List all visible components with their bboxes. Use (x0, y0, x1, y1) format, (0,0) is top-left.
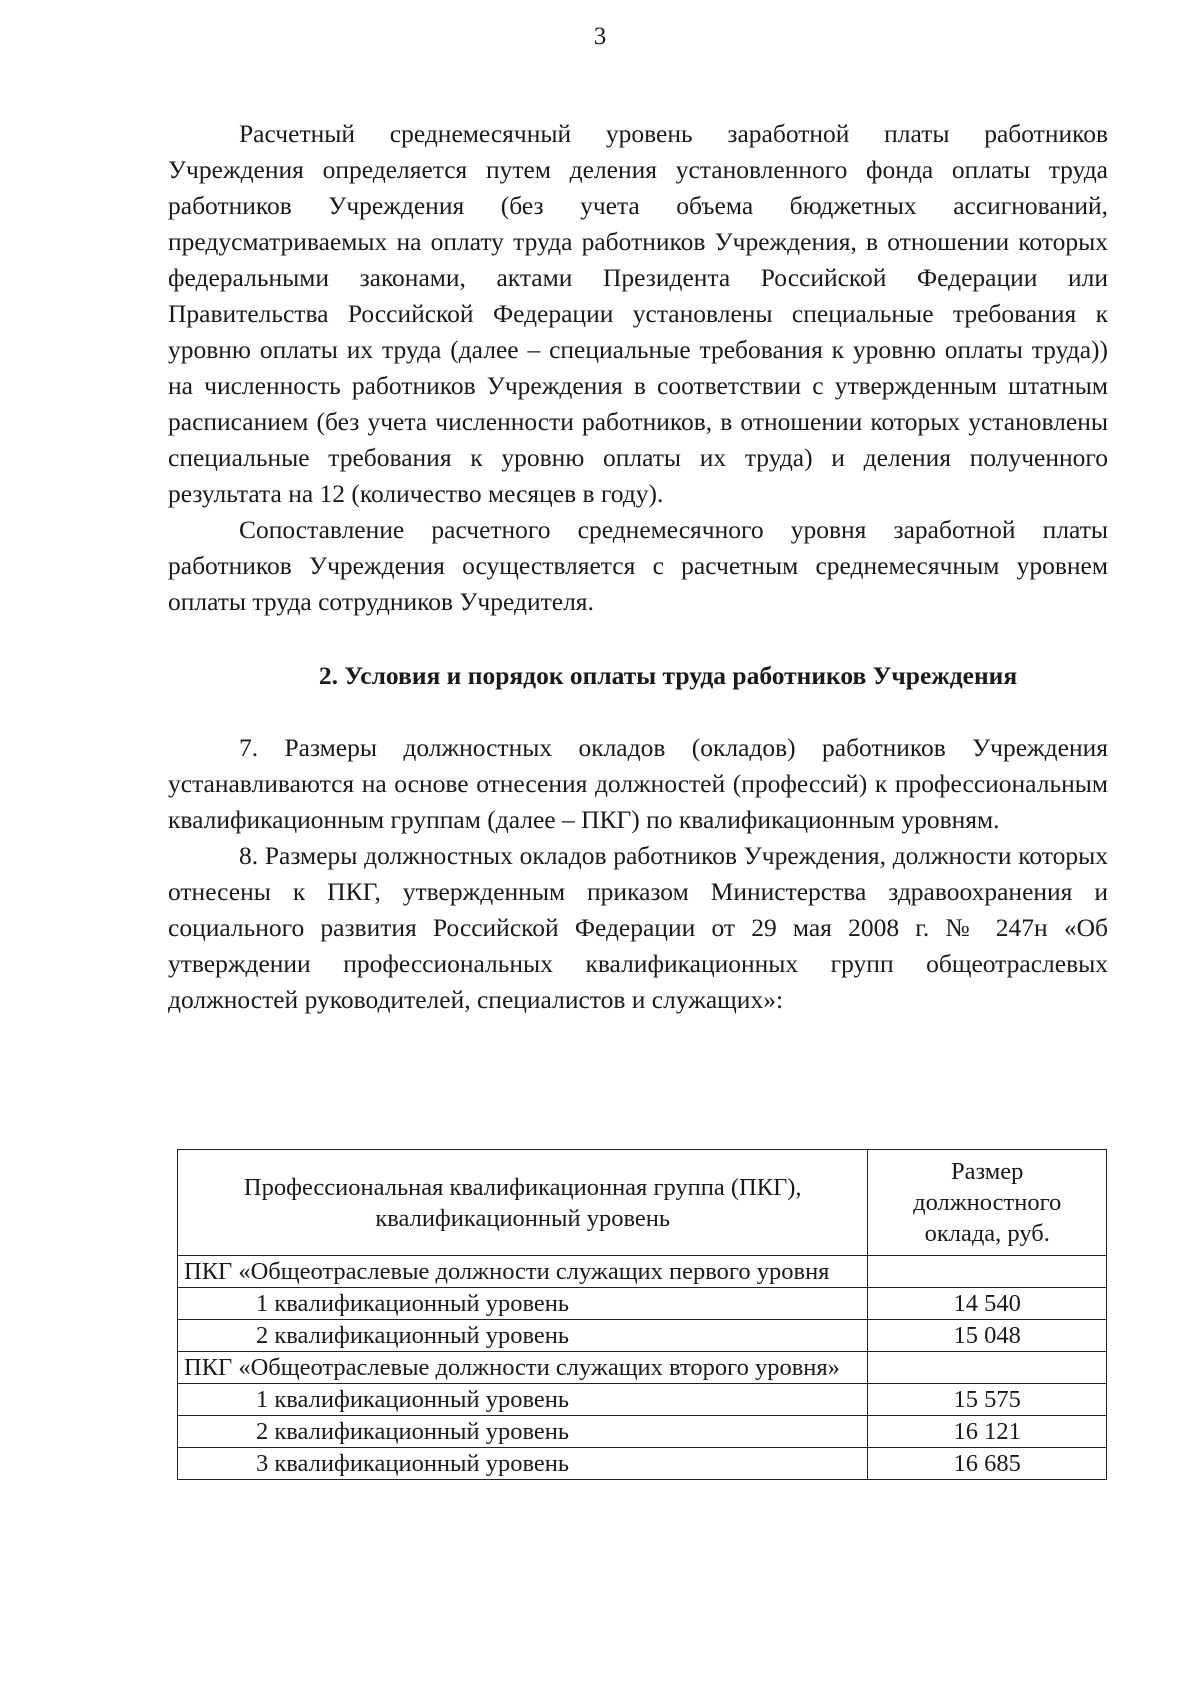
paragraph-salary-comparison: Сопоставление расчетного среднемесячного уровня заработной платы работников Учреждения осуществляется с расчетным среднемесячным уровнем оплаты труда сотрудников Учредителя. (168, 515, 1108, 616)
table-header-row (178, 1150, 1107, 1256)
table-row-group (178, 1352, 1107, 1384)
level-salary: 15 048 (868, 1320, 1107, 1352)
group-title: ПКГ «Общеотраслевые должности служащих второго уровня» (178, 1352, 868, 1384)
level-label: 1 квалификационный уровень (178, 1288, 868, 1320)
level-label: 2 квалификационный уровень (178, 1416, 868, 1448)
table-header-salary: Размер должностного оклада, руб. (868, 1150, 1107, 1256)
paragraph-item-7: 7. Размеры должностных окладов (окладов) работников Учреждения устанавливаются на основе отнесения должностей (профессий) к профессиональным квалификационным группам (далее – ПКГ) по квалификационным уровням. (168, 733, 1108, 834)
level-label: 3 квалификационный уровень (178, 1448, 868, 1480)
section-heading: 2. Условия и порядок оплаты труда работников Учреждения (318, 661, 1018, 690)
table-row-group (178, 1256, 1107, 1288)
table-row (178, 1416, 1107, 1448)
level-salary: 16 121 (868, 1416, 1107, 1448)
table-row (178, 1288, 1107, 1320)
group-value-empty (868, 1352, 1107, 1384)
group-title: ПКГ «Общеотраслевые должности служащих первого уровня (178, 1256, 868, 1288)
table-header-group: Профессиональная квалификационная группа (ПКГ), квалификационный уровень (178, 1150, 868, 1256)
paragraph-average-salary: Расчетный среднемесячный уровень заработной платы работников Учреждения определяется путем деления установленного фонда оплаты труда работников Учреждения (без учета объема бюджетных ассигнований, предусматриваемых на оплату труда работников Учреждения, в отношении которых федеральными законами, актами Президента Российской Федерации или Правительства Российской Федерации установлены специальные требования к уровню оплаты их труда (далее – специальные требования к уровню оплаты труда)) на численность работников Учреждения в соответствии с утвержденным штатным расписанием (без учета численности работников, в отношении которых установлены специальные требования к уровню оплаты их труда) и деления полученного результата на 12 (количество месяцев в году). (168, 119, 1108, 508)
level-salary: 16 685 (868, 1448, 1107, 1480)
table-row (178, 1384, 1107, 1416)
page-number: 3 (593, 23, 607, 50)
table-row (178, 1320, 1107, 1352)
level-salary: 14 540 (868, 1288, 1107, 1320)
paragraph-item-8: 8. Размеры должностных окладов работников Учреждения, должности которых отнесены к ПКГ, утвержденным приказом Министерства здравоохранения и социального развития Российской Федерации от 29 мая 2008 г. № 247н «Об утверждении профессиональных квалификационных групп общеотраслевых должностей руководителей, специалистов и служащих»: (168, 841, 1108, 1014)
document-body (168, 116, 1108, 1018)
salary-table (177, 1149, 1107, 1480)
level-salary: 15 575 (868, 1384, 1107, 1416)
level-label: 1 квалификационный уровень (178, 1384, 868, 1416)
table-row (178, 1448, 1107, 1480)
group-value-empty (868, 1256, 1107, 1288)
level-label: 2 квалификационный уровень (178, 1320, 868, 1352)
